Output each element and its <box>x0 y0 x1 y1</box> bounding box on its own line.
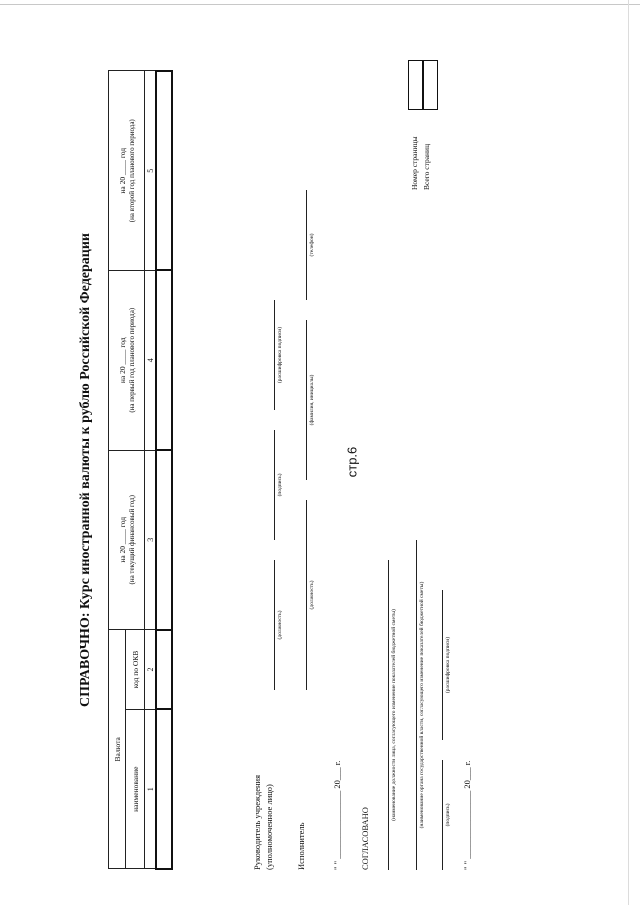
col3-sub: (на текущий финансовый год) <box>127 495 136 585</box>
head-sub: (уполномоченное лицо) <box>264 784 274 870</box>
data-cell-year1[interactable] <box>156 450 172 630</box>
col5-sub: (на второй год планового периода) <box>127 119 136 223</box>
caption-position: (должность) <box>277 610 283 640</box>
page-number-label: Номер страницы <box>410 136 419 190</box>
col-number: 2 <box>145 630 157 710</box>
data-cell-year3[interactable] <box>156 71 172 270</box>
approver-decoding-line[interactable] <box>442 590 443 740</box>
data-cell-code[interactable] <box>156 630 172 710</box>
data-cell-year2[interactable] <box>156 270 172 450</box>
date-line-1: " " ________________ 20___ г. <box>332 760 342 870</box>
col3-year: на 20 ____ год <box>117 516 127 563</box>
page-label: стр.6 <box>344 446 360 478</box>
head-label: Руководитель учреждения <box>252 774 262 870</box>
scan-edge-top <box>0 4 640 5</box>
caption-decoding2: (расшифровка подписи) <box>445 636 451 694</box>
exchange-rate-table <box>108 70 173 870</box>
col4-year: на 20 ____ год <box>117 337 127 384</box>
caption-exec-position: (должность) <box>309 580 315 610</box>
col-number: 4 <box>145 270 157 450</box>
total-pages-label: Всего страниц <box>422 143 431 190</box>
data-cell-name[interactable] <box>156 709 172 869</box>
col-number: 1 <box>145 709 157 869</box>
head-position-line[interactable] <box>274 560 275 690</box>
head-signature-line[interactable] <box>274 430 275 540</box>
document-title: СПРАВОЧНО: Курс иностранной валюты к рублю Российской Федерации <box>78 233 93 707</box>
approver-position-line[interactable] <box>388 560 389 870</box>
caption-phone: (телефон) <box>309 233 315 257</box>
head-decoding-line[interactable] <box>274 300 275 410</box>
exec-phone-line[interactable] <box>306 190 307 300</box>
caption-exec-name: (фамилия, инициалы) <box>309 374 315 426</box>
caption-approver-org: (наименование органа государственной власти, согласующего изменение показателей бюджетной сметы) <box>419 581 425 829</box>
approved-label: СОГЛАСОВАНО <box>360 807 370 870</box>
total-pages-box[interactable] <box>422 60 438 110</box>
col-number: 5 <box>145 71 157 270</box>
approver-sign-line[interactable] <box>442 760 443 870</box>
caption-decoding: (расшифровка подписи) <box>277 326 283 384</box>
caption-approver-position: (наименование должности лица, согласующего изменение показателей бюджетной сметы) <box>391 609 397 821</box>
approver-org-line[interactable] <box>416 540 417 870</box>
col-number: 3 <box>145 450 157 630</box>
header-currency: Валюта <box>109 630 126 869</box>
date-line-2: " " ________________ 20___ г. <box>462 760 472 870</box>
caption-sign2: (подпись) <box>445 803 451 827</box>
executor-label: Исполнитель <box>296 822 306 870</box>
header-col4 <box>109 270 145 450</box>
header-code: код по ОКВ <box>126 630 145 710</box>
header-col5 <box>109 71 145 270</box>
exec-position-line[interactable] <box>306 500 307 690</box>
exec-name-line[interactable] <box>306 320 307 480</box>
caption-signature: (подпись) <box>277 473 283 497</box>
scan-edge-right <box>628 0 629 905</box>
col4-sub: (на первый год планового периода) <box>127 307 136 413</box>
header-name: наименование <box>126 709 145 869</box>
col5-year: на 20 ____ год <box>117 147 127 194</box>
header-col3 <box>109 450 145 630</box>
